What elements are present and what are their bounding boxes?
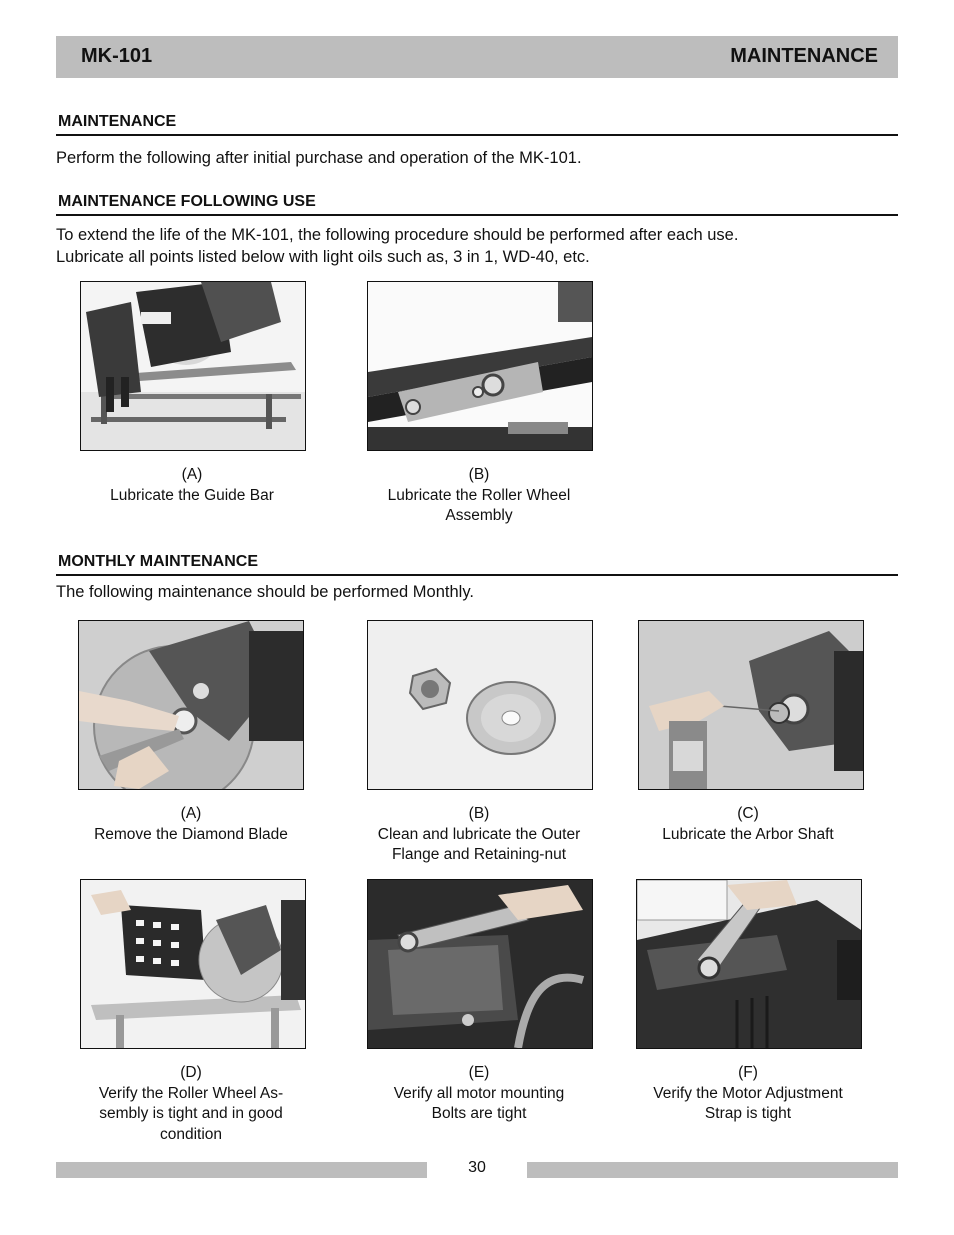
caption-monthly-a: (A) Remove the Diamond Blade bbox=[94, 805, 288, 843]
page-number: 30 bbox=[468, 1159, 486, 1176]
caption-monthly-f: (F) Verify the Motor Adjustment Strap is tight bbox=[653, 1064, 843, 1122]
photo-roller-wheel-assembly bbox=[80, 879, 306, 1049]
caption-monthly-b: (B) Clean and lubricate the Outer Flange and Retaining-nut bbox=[377, 805, 581, 863]
caption-monthly-e: (E) Verify all motor mounting Bolts are tight bbox=[393, 1064, 565, 1122]
footer-bar-right bbox=[527, 1162, 898, 1178]
following-use-heading: MAINTENANCE FOLLOWING USE bbox=[56, 193, 898, 216]
photo-lubricate-roller-wheel bbox=[367, 281, 593, 451]
photo-motor-adjustment-strap bbox=[636, 879, 862, 1049]
photo-remove-diamond-blade bbox=[78, 620, 304, 790]
following-use-text-line-2: Lubricate all points listed below with light oils such as, 3 in 1, WD-40, etc. bbox=[56, 248, 590, 266]
caption-monthly-d: (D) Verify the Roller Wheel As- sembly is tight and in good condition bbox=[98, 1064, 284, 1143]
photo-outer-flange-nut bbox=[367, 620, 593, 790]
maintenance-text: Perform the following after initial purchase and operation of the MK-101. bbox=[56, 149, 582, 167]
model-title: MK-101 bbox=[81, 45, 153, 67]
footer-bar-left bbox=[56, 1162, 427, 1178]
caption-following-b: (B) Lubricate the Roller Wheel Assembly bbox=[387, 466, 571, 524]
photo-lubricate-guide-bar bbox=[80, 281, 306, 451]
photo-lubricate-arbor-shaft bbox=[638, 620, 864, 790]
monthly-heading: MONTHLY MAINTENANCE bbox=[56, 553, 898, 576]
photo-motor-mounting-bolts bbox=[367, 879, 593, 1049]
page-header bbox=[56, 36, 898, 78]
following-use-text-line-1: To extend the life of the MK-101, the following procedure should be performed after each use. bbox=[56, 226, 739, 244]
maintenance-heading: MAINTENANCE bbox=[56, 113, 898, 136]
caption-following-a: (A) Lubricate the Guide Bar bbox=[110, 466, 274, 504]
following-use-text bbox=[56, 224, 898, 268]
caption-monthly-c: (C) Lubricate the Arbor Shaft bbox=[662, 805, 834, 843]
monthly-text: The following maintenance should be performed Monthly. bbox=[56, 583, 474, 601]
section-title: MAINTENANCE bbox=[730, 45, 878, 67]
